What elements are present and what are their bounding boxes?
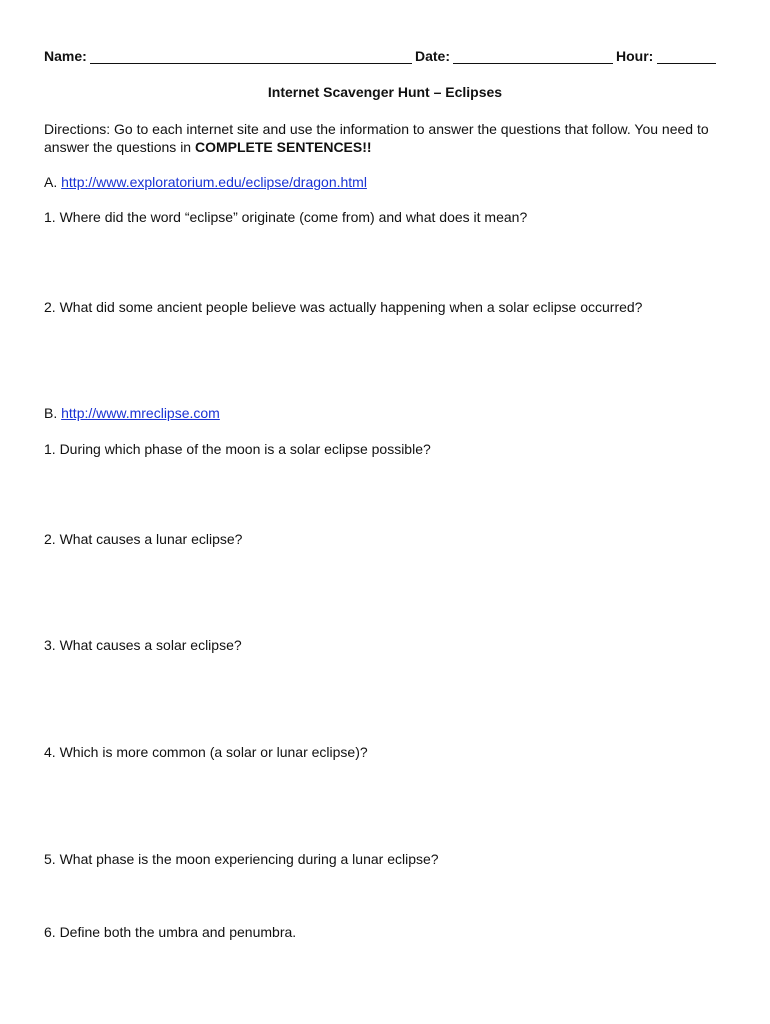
question-b3: 3. What causes a solar eclipse? xyxy=(44,637,242,653)
directions-paragraph xyxy=(44,120,724,156)
question-b2: 2. What causes a lunar eclipse? xyxy=(44,531,243,547)
section-a-heading xyxy=(44,174,367,190)
name-blank-line[interactable] xyxy=(90,63,412,64)
name-label: Name: xyxy=(44,48,87,64)
question-a2: 2. What did some ancient people believe was actually happening when a solar eclipse occurred? xyxy=(44,299,643,315)
question-a1: 1. Where did the word “eclipse” originate (come from) and what does it mean? xyxy=(44,209,528,225)
date-label: Date: xyxy=(415,48,451,64)
date-blank-line[interactable] xyxy=(453,63,613,64)
hour-label: Hour: xyxy=(616,48,654,64)
header-fields xyxy=(44,48,717,68)
section-b-link[interactable]: http://www.mreclipse.com xyxy=(61,405,220,421)
section-a-prefix: A. xyxy=(44,174,62,190)
directions-text: Directions: Go to each internet site and use the information to answer the questions that follow. You need to answer the questions in xyxy=(44,121,709,155)
question-b4: 4. Which is more common (a solar or lunar eclipse)? xyxy=(44,744,368,760)
page-title: Internet Scavenger Hunt – Eclipses xyxy=(267,84,503,100)
section-b-prefix: B. xyxy=(44,405,62,421)
hour-blank-line[interactable] xyxy=(657,63,716,64)
section-a-link[interactable]: http://www.exploratorium.edu/eclipse/dragon.html xyxy=(61,174,367,190)
question-b1: 1. During which phase of the moon is a solar eclipse possible? xyxy=(44,441,431,457)
question-b6: 6. Define both the umbra and penumbra. xyxy=(44,924,297,940)
directions-emphasis: COMPLETE SENTENCES!! xyxy=(194,139,372,155)
section-b-heading xyxy=(44,405,220,421)
question-b5: 5. What phase is the moon experiencing during a lunar eclipse? xyxy=(44,851,439,867)
